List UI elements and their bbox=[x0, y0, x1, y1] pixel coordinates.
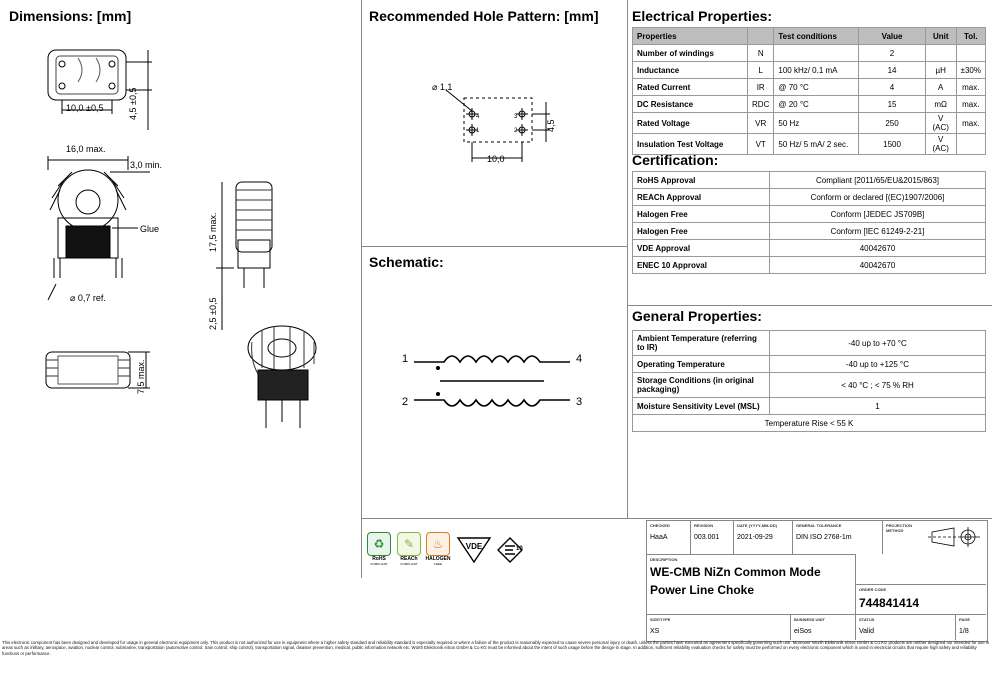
rohs-label: RoHS bbox=[372, 556, 386, 562]
cell: IR bbox=[748, 79, 774, 96]
cell: Number of windings bbox=[633, 45, 748, 62]
hole-dia: ⌀ 1,1 bbox=[432, 82, 453, 92]
tb-vline-2 bbox=[733, 520, 734, 554]
table-row bbox=[633, 45, 986, 62]
cell: VR bbox=[748, 113, 774, 134]
cell: V (AC) bbox=[925, 113, 956, 134]
halogen-sub: FREE bbox=[433, 562, 442, 566]
cell: Inductance bbox=[633, 62, 748, 79]
page-value: 1/8 bbox=[959, 628, 969, 635]
cell: -40 up to +70 °C bbox=[770, 331, 986, 356]
revision-value: 003.001 bbox=[694, 534, 720, 541]
table-row bbox=[633, 415, 986, 432]
cell: ENEC 10 Approval bbox=[633, 257, 770, 274]
cell: @ 20 °C bbox=[774, 96, 859, 113]
electrical-header-row bbox=[633, 28, 986, 45]
cell: L bbox=[748, 62, 774, 79]
table-row bbox=[633, 189, 986, 206]
schematic-drawing bbox=[410, 350, 583, 410]
cell: 100 kHz/ 0.1 mA bbox=[774, 62, 859, 79]
order-code-label: ORDER CODE bbox=[859, 587, 887, 592]
table-row bbox=[633, 113, 986, 134]
table-row bbox=[633, 96, 986, 113]
cell: mΩ bbox=[925, 96, 956, 113]
table-row bbox=[633, 373, 986, 398]
cell bbox=[774, 45, 859, 62]
cell: ±30% bbox=[956, 62, 985, 79]
tolerance-value: DIN ISO 2768-1m bbox=[796, 534, 852, 541]
cell: 250 bbox=[859, 113, 926, 134]
revision-label: REVISION bbox=[694, 523, 714, 528]
description-line-2: Power Line Choke bbox=[650, 583, 755, 597]
cell: max. bbox=[956, 96, 985, 113]
table-row bbox=[633, 134, 986, 155]
vde-logo bbox=[456, 536, 492, 564]
schematic-pin-3: 3 bbox=[576, 396, 583, 408]
tolerance-label: GENERAL TOLERANCE bbox=[796, 523, 842, 528]
cell: -40 up to +125 °C bbox=[770, 356, 986, 373]
enec-number: 10 bbox=[516, 546, 523, 552]
halogen-logo bbox=[424, 532, 452, 566]
schematic-heading: Schematic: bbox=[369, 254, 444, 270]
checked-label: CHECKED bbox=[650, 523, 670, 528]
disclaimer: This electronic component has been designed and developed for usage in general electronic equipment only. This product is not authorized for use in equipment where a higher safety standard and reliability standard is especially required or where a failure of the product is reasonably expected to cause severe personal injury or death, unless the parties have executed an agreement specifically governing such use. Moreover Würth Elektronik eiSos GmbH & Co KG products are neither designed nor intended for use in areas such as military, aerospace, aviation, nuclear control, submarine, transportation (automotive control, train control, ship control), transportation signal, disaster prevention, medical, public information network etc. Würth Elektronik eiSos GmbH & Co KG must be informed about the intent of such usage before the design-in stage. In addition, sufficient reliability evaluation checks for safety must be performed on every electronic component which is used in electrical circuits that require high safety and reliability functions or performance. bbox=[2, 640, 990, 656]
tb-vline-5 bbox=[855, 554, 856, 640]
table-row bbox=[633, 223, 986, 240]
schematic-pin-4: 4 bbox=[576, 353, 583, 365]
divider-schematic bbox=[361, 246, 627, 247]
status-label: STATUS bbox=[859, 617, 875, 622]
cell: 1 bbox=[770, 398, 986, 415]
halogen-label: HALOGEN bbox=[425, 556, 451, 562]
cell: @ 70 °C bbox=[774, 79, 859, 96]
cell bbox=[956, 134, 985, 155]
table-row bbox=[633, 62, 986, 79]
table-row bbox=[633, 79, 986, 96]
hole-pin-2: 2 bbox=[514, 128, 518, 134]
table-row bbox=[633, 240, 986, 257]
cell: A bbox=[925, 79, 956, 96]
cell: RoHS Approval bbox=[633, 172, 770, 189]
dim-bottom-height: 7,5 max. bbox=[136, 359, 146, 394]
cell: 2 bbox=[859, 45, 926, 62]
tb-vline-1 bbox=[690, 520, 691, 554]
cell: Storage Conditions (in original packaging) bbox=[633, 373, 770, 398]
size-label: SIZE/TYPE bbox=[650, 617, 671, 622]
cell: Halogen Free bbox=[633, 223, 770, 240]
hole-pin-1: 1 bbox=[476, 128, 480, 134]
cell: µH bbox=[925, 62, 956, 79]
tb-vline-6 bbox=[790, 614, 791, 640]
cell: Conform or declared [(EC)1907/2006] bbox=[770, 189, 986, 206]
electrical-table bbox=[632, 27, 986, 155]
business-value: eiSos bbox=[794, 628, 812, 635]
certification-table bbox=[632, 171, 986, 274]
tb-line-3 bbox=[855, 584, 986, 585]
cell: Rated Voltage bbox=[633, 113, 748, 134]
description-label: DESCRIPTION bbox=[650, 557, 678, 562]
table-row bbox=[633, 331, 986, 356]
reach-sub: COMPLIANT bbox=[400, 562, 418, 566]
tb-line-1 bbox=[646, 554, 855, 555]
cell: 15 bbox=[859, 96, 926, 113]
table-row bbox=[633, 398, 986, 415]
cell: max. bbox=[956, 79, 985, 96]
order-code-value: 744841414 bbox=[859, 596, 920, 610]
general-heading: General Properties: bbox=[632, 308, 762, 324]
rohs-sub: COMPLIANT bbox=[370, 562, 388, 566]
temperature-rise: Temperature Rise < 55 K bbox=[633, 415, 986, 432]
cell: Ambient Temperature (referring to IR) bbox=[633, 331, 770, 356]
projection-icon bbox=[928, 524, 982, 550]
hole-pin-4: 4 bbox=[476, 114, 480, 120]
hole-width: 10,0 bbox=[487, 154, 505, 164]
cell: N bbox=[748, 45, 774, 62]
reach-icon: ✎ bbox=[397, 532, 421, 556]
date-label: DATE (YYYY-MM-DD) bbox=[737, 523, 777, 528]
page-label: PAGE bbox=[959, 617, 971, 622]
cell: Rated Current bbox=[633, 79, 748, 96]
business-label: BUSINESS UNIT bbox=[794, 617, 825, 622]
cell: 40042670 bbox=[770, 257, 986, 274]
date-value: 2021-09-29 bbox=[737, 534, 773, 541]
rohs-logo bbox=[366, 532, 392, 566]
divider-bottom bbox=[361, 518, 992, 519]
status-value: Valid bbox=[859, 628, 875, 635]
cell: V (AC) bbox=[925, 134, 956, 155]
cell: 40042670 bbox=[770, 240, 986, 257]
dim-front-offset: 3,0 min. bbox=[130, 160, 163, 170]
schematic-pin-1: 1 bbox=[402, 353, 409, 365]
rohs-icon: ♻ bbox=[367, 532, 391, 556]
table-row bbox=[633, 257, 986, 274]
divider-general bbox=[627, 305, 992, 306]
divider-left bbox=[361, 0, 362, 578]
cell: 50 Hz bbox=[774, 113, 859, 134]
svg-text:VDE: VDE bbox=[465, 542, 483, 551]
cell: Conform [JEDEC JS709B] bbox=[770, 206, 986, 223]
table-row bbox=[633, 356, 986, 373]
cell bbox=[925, 45, 956, 62]
dim-glue: Glue bbox=[140, 224, 160, 234]
cell: VDE Approval bbox=[633, 240, 770, 257]
schematic-pin-2: 2 bbox=[402, 396, 409, 408]
cell: Insulation Test Voltage bbox=[633, 134, 748, 155]
dim-pin-dia: ⌀ 0,7 ref. bbox=[70, 293, 106, 303]
cell bbox=[956, 45, 985, 62]
header-tolerance: Tol. bbox=[956, 28, 985, 45]
cell: 50 Hz/ 5 mA/ 2 sec. bbox=[774, 134, 859, 155]
checked-value: HaaA bbox=[650, 534, 668, 541]
hole-pattern-heading: Recommended Hole Pattern: [mm] bbox=[369, 8, 599, 24]
certification-heading: Certification: bbox=[632, 152, 719, 168]
cell: REACh Approval bbox=[633, 189, 770, 206]
cell: Halogen Free bbox=[633, 206, 770, 223]
header-value: Value bbox=[859, 28, 926, 45]
reach-logo bbox=[396, 532, 422, 566]
dimensions-heading: Dimensions: [mm] bbox=[9, 8, 132, 24]
dim-pin-dia-value: 0,7 ref. bbox=[77, 293, 106, 303]
hole-dia-value: 1,1 bbox=[439, 82, 453, 92]
cell: Conform [IEC 61249-2-21] bbox=[770, 223, 986, 240]
dimension-drawings bbox=[0, 30, 360, 450]
table-row bbox=[633, 172, 986, 189]
cell: VT bbox=[748, 134, 774, 155]
projection-label: PROJECTION METHOD bbox=[886, 523, 913, 533]
electrical-heading: Electrical Properties: bbox=[632, 8, 773, 24]
description-line-1: WE-CMB NiZn Common Mode bbox=[650, 565, 821, 579]
tb-line-2 bbox=[646, 614, 986, 615]
reach-label: REACh bbox=[400, 556, 418, 562]
cell: DC Resistance bbox=[633, 96, 748, 113]
cell: Compliant [2011/65/EU&2015/863] bbox=[770, 172, 986, 189]
cell: max. bbox=[956, 113, 985, 134]
header-test-conditions: Test conditions bbox=[774, 28, 859, 45]
divider-right bbox=[627, 0, 628, 518]
cell: RDC bbox=[748, 96, 774, 113]
dim-side-height: 17,5 max. bbox=[208, 212, 218, 252]
dim-front-width: 16,0 max. bbox=[66, 144, 106, 154]
cell: Moisture Sensitivity Level (MSL) bbox=[633, 398, 770, 415]
tb-vline-4 bbox=[882, 520, 883, 554]
cell: 14 bbox=[859, 62, 926, 79]
dim-top-height: 4,5 ±0,5 bbox=[128, 87, 138, 120]
cell: Operating Temperature bbox=[633, 356, 770, 373]
halogen-icon: ♨ bbox=[426, 532, 450, 556]
cell: 1500 bbox=[859, 134, 926, 155]
header-unit: Unit bbox=[925, 28, 956, 45]
tb-vline-7 bbox=[955, 614, 956, 640]
table-row bbox=[633, 206, 986, 223]
dim-side-pin: 2,5 ±0,5 bbox=[208, 297, 218, 330]
general-table bbox=[632, 330, 986, 432]
dim-top-width: 10,0 ±0,5 bbox=[66, 103, 104, 113]
cell: 4 bbox=[859, 79, 926, 96]
tb-vline-3 bbox=[792, 520, 793, 554]
cell: < 40 °C ; < 75 % RH bbox=[770, 373, 986, 398]
size-value: XS bbox=[650, 628, 660, 635]
hole-height: 4,5 bbox=[546, 119, 556, 132]
hole-pin-3: 3 bbox=[514, 114, 518, 120]
header-symbol bbox=[748, 28, 774, 45]
header-properties: Properties bbox=[633, 28, 748, 45]
